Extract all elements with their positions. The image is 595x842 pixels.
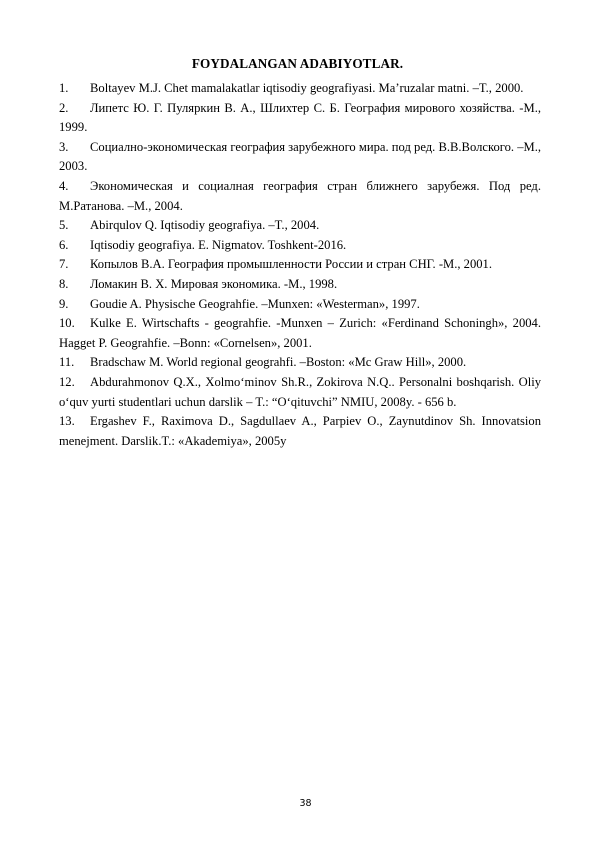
reference-number: 2. — [59, 100, 69, 115]
reference-item — [59, 138, 541, 177]
reference-text: Социално-экономическая география зарубежного мира. под ред. В.В.Волского. –М., 2003. — [59, 139, 541, 174]
reference-text: Boltayev M.J. Chet mamalakatlar iqtisodiy geografiyasi. Ma’ruzalar matni. –T., 2000. — [90, 81, 524, 95]
reference-text: Iqtisodiy geografiya. E. Nigmatov. Toshkent-2016. — [90, 237, 347, 252]
reference-text: Липетс Ю. Г. Пуляркин В. А., Шлихтер С. Б. География мирового хозяйства. -М., 1999. — [59, 100, 541, 135]
page-number: 38 — [299, 798, 312, 809]
reference-text: Kulke E. Wirtschafts - geograhfie. -Munxen – Zurich: «Ferdinand Schoningh», 2004. Hagget P. Geograhfie. –Bonn: «Cornelsen», 2001. — [59, 316, 541, 350]
reference-number: 9. — [59, 296, 69, 311]
reference-item — [59, 295, 541, 315]
reference-number: 4. — [59, 178, 69, 193]
reference-number: 8. — [59, 276, 69, 291]
page-title: FOYDALANGAN ADABIYOTLAR. — [191, 56, 404, 71]
reference-number: 12. — [59, 374, 75, 389]
reference-number: 7. — [59, 257, 69, 272]
reference-text: Экономическая и социалная география стран ближнего зарубежя. Под ред. М.Ратанова. –М., 2004. — [59, 178, 541, 213]
reference-item — [59, 216, 541, 236]
reference-text: Ergashev F., Raximova D., Sagdullaev A., Parpiev O., Zaynutdinov Sh. Innovatsion menejment. Darslik.T.: «Akademiya», 2005y — [59, 414, 541, 448]
reference-number: 10. — [59, 316, 75, 331]
reference-item — [59, 255, 541, 275]
reference-number: 3. — [59, 139, 69, 154]
reference-text: Копылов В.А. География промышленности России и стран СНГ. -М., 2001. — [90, 257, 492, 272]
reference-item — [59, 177, 541, 216]
reference-item — [59, 99, 541, 138]
reference-number: 5. — [59, 218, 69, 233]
reference-item — [59, 275, 541, 295]
reference-text: Bradschaw M. World regional geograhfi. –Boston: «Mc Graw Hill», 2000. — [90, 355, 467, 370]
reference-item — [59, 314, 541, 353]
reference-number: 1. — [59, 81, 69, 95]
reference-item — [59, 412, 541, 451]
reference-number: 13. — [59, 414, 75, 429]
reference-list — [59, 79, 541, 451]
reference-number: 11. — [59, 355, 75, 370]
reference-item — [59, 236, 541, 256]
reference-text: Abirqulov Q. Iqtisodiy geografiya. –T., 2004. — [90, 218, 320, 233]
reference-item — [59, 79, 541, 99]
reference-number: 6. — [59, 237, 69, 252]
reference-item — [59, 353, 541, 373]
reference-text: Abdurahmonov Q.X., Xolmo‘minov Sh.R., Zokirova N.Q.. Personalni boshqarish. Oliy o‘quv yurti studentlari uchun darslik – T.: “O‘qituvchi” NMIU, 2008y. - 656 b. — [59, 374, 541, 409]
reference-item — [59, 373, 541, 412]
reference-text: Goudie A. Physische Geograhfie. –Munxen: «Westerman», 1997. — [90, 296, 420, 311]
reference-text: Ломакин В. Х. Мировая экономика. -М., 1998. — [90, 276, 338, 291]
